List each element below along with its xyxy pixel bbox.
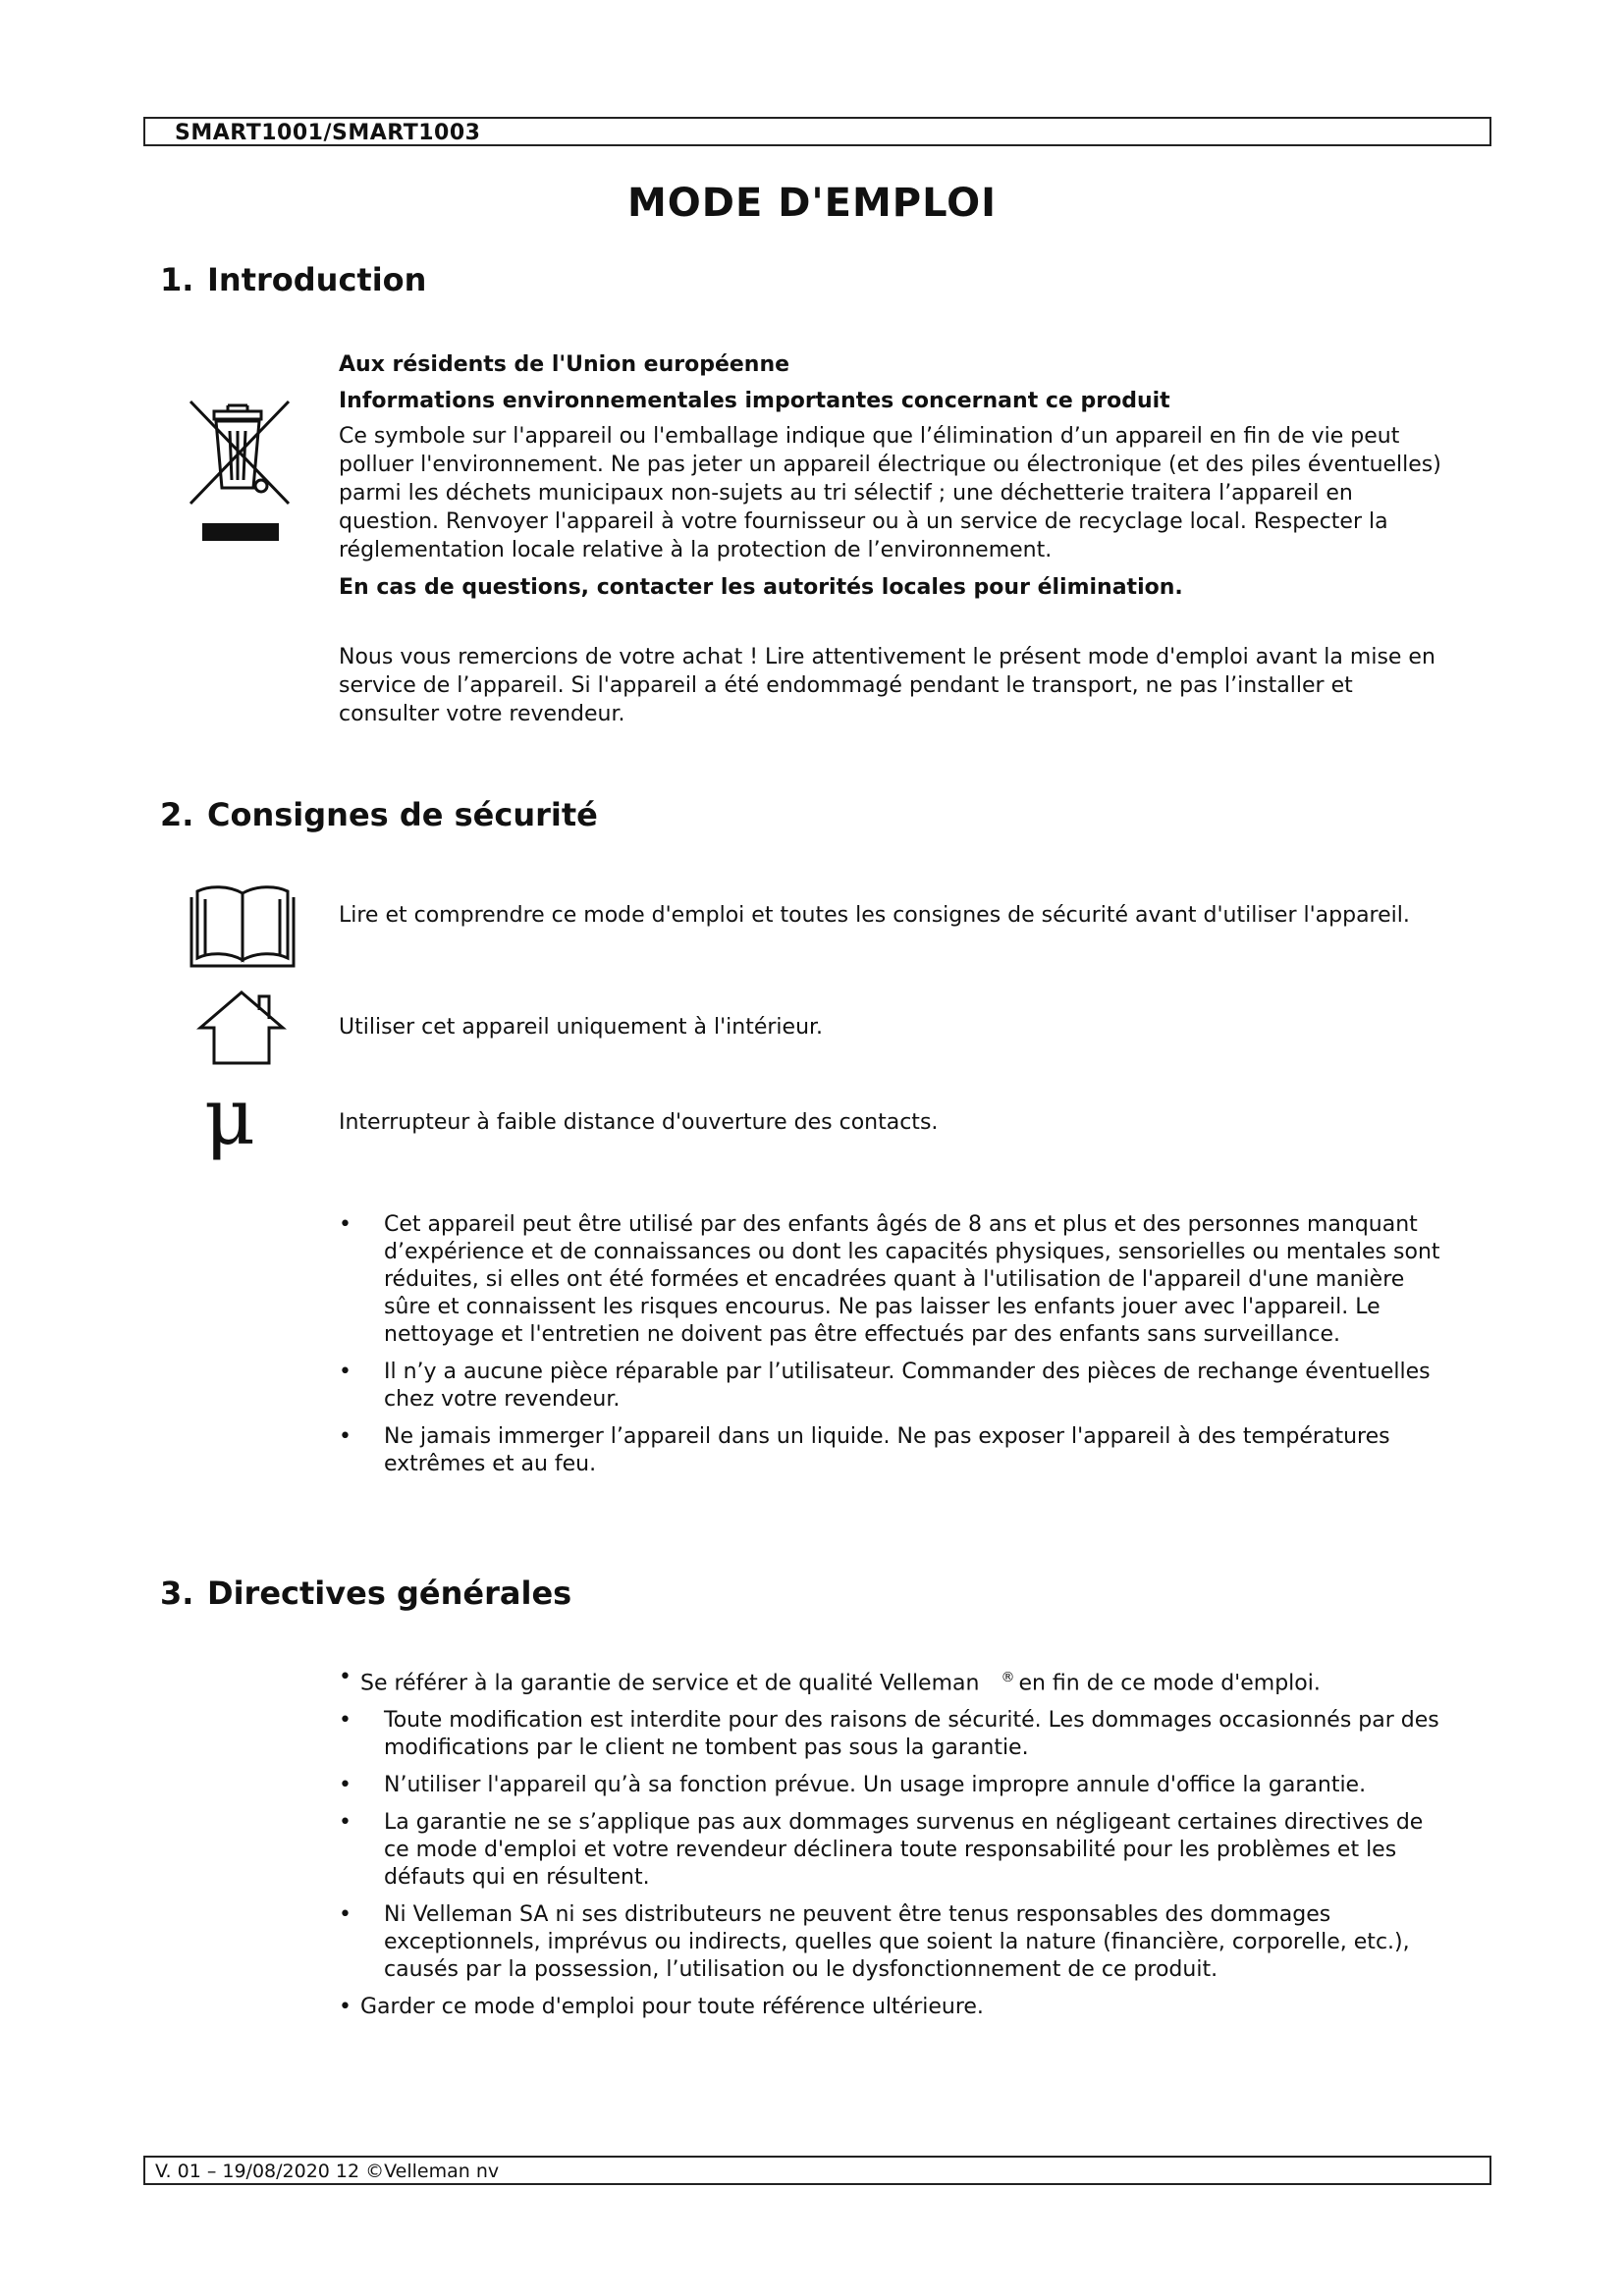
house-icon — [196, 988, 287, 1067]
env-text: Ce symbole sur l'appareil ou l'emballage indique que l’élimination d’un appareil en fin de vie peut polluer l'environnement. Ne pas jeter un appareil électrique ou électronique (et des piles éventuelles) parmi les déchets municipaux non-sujets au tri sélectif ; une déchetterie traitera l’appareil en question. Renvoyer l'appareil à votre fournisseur ou à un service de recyclage local. Respecter la réglementation locale relative à la protection de l’environnement. — [339, 424, 1441, 562]
list-item: • Ni Velleman SA ni ses distributeurs ne peuvent être tenus responsables des dommages exceptionnels, imprévus ou indirects, quelles que soient la nature (financière, corporelle, etc.), causés par la possession, l’utilisation ou le dysfonctionnement de ce produit. — [339, 1901, 1453, 1984]
section-3-number: 3. — [160, 1575, 194, 1612]
section-2-title: Consignes de sécurité — [207, 796, 598, 833]
list-item: • La garantie ne se s’applique pas aux dommages survenus en négligeant certaines directives de ce mode d'emploi et votre revendeur déclinera toute responsabilité pour les problèmes et les défauts qui en résultent. — [339, 1809, 1453, 1892]
safety-symbol-3-text: Interrupteur à faible distance d'ouverture des contacts. — [339, 1110, 939, 1135]
list-item: • Ne jamais immerger l’appareil dans un liquide. Ne pas exposer l'appareil à des températures extrêmes et au feu. — [339, 1423, 1453, 1478]
general-bullet-list — [339, 1664, 1453, 2031]
section-3-heading — [160, 1575, 571, 1612]
micro-switch-icon: μ — [204, 1071, 255, 1162]
section-3-title: Directives générales — [207, 1575, 572, 1612]
warranty-text: Se référer à la garantie de service et de qualité Velleman — [360, 1671, 980, 1696]
section-1-number: 1. — [160, 261, 194, 298]
eu-heading: Aux résidents de l'Union européenne — [339, 352, 790, 377]
list-item: • Cet appareil peut être utilisé par des enfants âgés de 8 ans et plus et des personnes manquant d’expérience et de connaissances ou dont les capacités physiques, sensorielles ou mentales sont réduites, si elles ont été formées et encadrées quant à l'utilisation de l'appareil d'une manière sûre et connaissent les risques encourus. Ne pas laisser les enfants jouer avec l'appareil. Le nettoyage et l'entretien ne doivent pas être effectués par des enfants sans surveillance. — [339, 1211, 1453, 1349]
list-item — [339, 1664, 1453, 1697]
list-item: • Il n’y a aucune pièce réparable par l’utilisateur. Commander des pièces de rechange éventuelles chez votre revendeur. — [339, 1359, 1453, 1414]
eu-notice — [339, 350, 1448, 602]
section-2-heading — [160, 796, 598, 833]
list-item: • Toute modification est interdite pour des raisons de sécurité. Les dommages occasionnés par des modifications par le client ne tombent pas sous la garantie. — [339, 1707, 1453, 1762]
page-title: MODE D'EMPLOI — [626, 181, 998, 226]
registered-mark: ® — [1001, 1670, 1015, 1685]
section-1-heading — [160, 261, 426, 298]
list-item: • Garder ce mode d'emploi pour toute référence ultérieure. — [339, 1994, 1453, 2021]
section-2-number: 2. — [160, 796, 194, 833]
header-bar — [143, 117, 1491, 146]
weee-crossed-bin-icon — [185, 398, 295, 550]
footer-text: V. 01 – 19/08/2020 12 ©Velleman nv — [155, 2161, 500, 2182]
safety-bullet-list — [339, 1211, 1453, 1488]
model-name: SMART1001/SMART1003 — [175, 121, 481, 145]
section-1-title: Introduction — [207, 261, 427, 298]
env-heading: Informations environnementales importantes concernant ce produit — [339, 389, 1170, 413]
warranty-text-end: en fin de ce mode d'emploi. — [1018, 1671, 1321, 1696]
safety-symbol-1-text: Lire et comprendre ce mode d'emploi et toutes les consignes de sécurité avant d'utiliser l'appareil. — [339, 903, 1410, 928]
footer-bar — [143, 2156, 1491, 2185]
thanks-paragraph: Nous vous remercions de votre achat ! Lire attentivement le présent mode d'emploi avant la mise en service de l’appareil. Si l'appareil a été endommagé pendant le transport, ne pas l’installer et consulter votre revendeur. — [339, 645, 1435, 726]
safety-symbol-2-text: Utiliser cet appareil uniquement à l'intérieur. — [339, 1015, 824, 1040]
contact-text: En cas de questions, contacter les autorités locales pour élimination. — [339, 575, 1183, 600]
book-icon — [189, 880, 296, 970]
list-item: • N’utiliser l'appareil qu’à sa fonction prévue. Un usage impropre annule d'office la garantie. — [339, 1772, 1453, 1799]
